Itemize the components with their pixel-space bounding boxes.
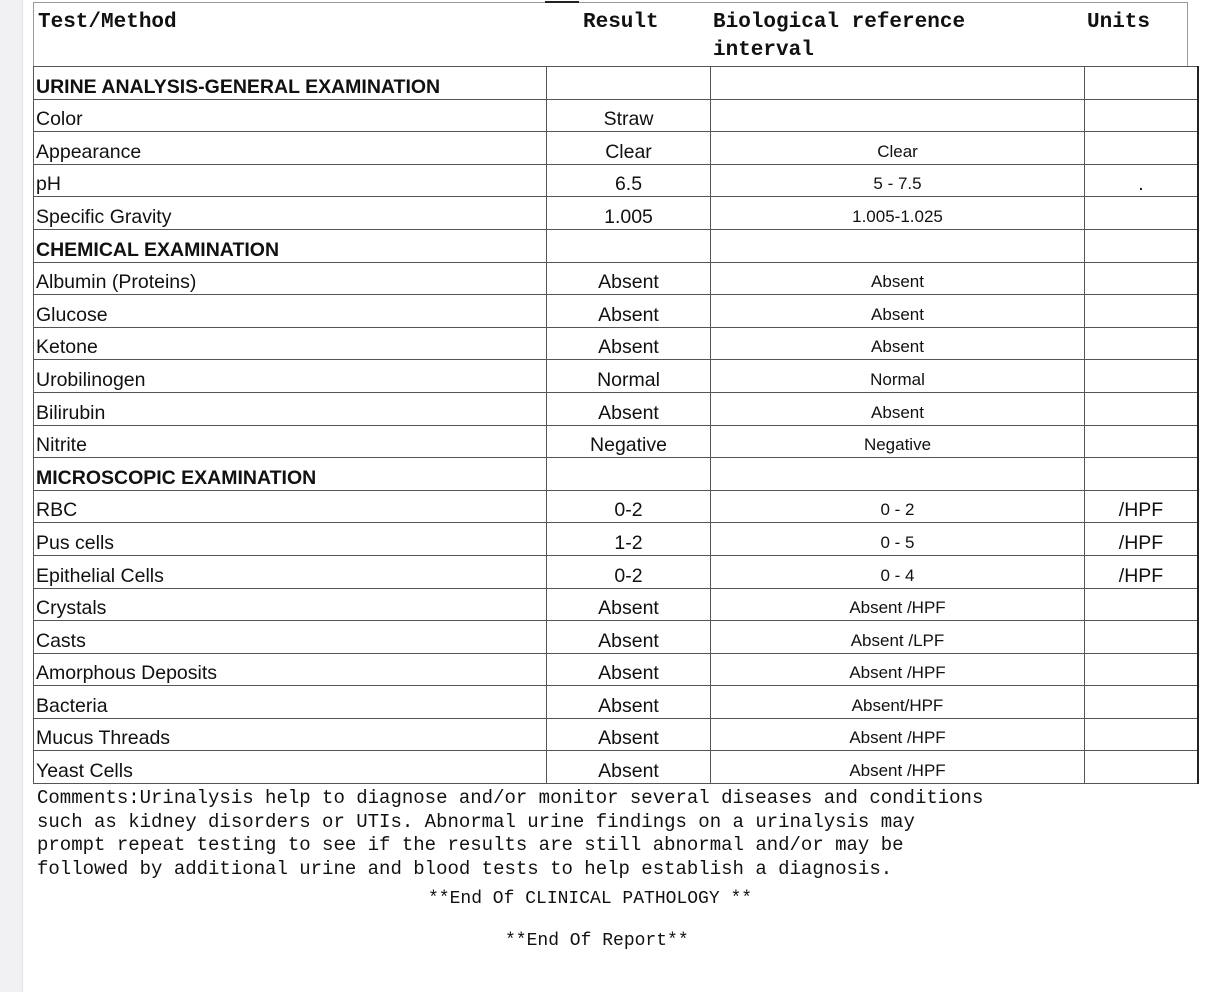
test-name: Amorphous Deposits xyxy=(34,653,547,686)
results-table xyxy=(33,66,1199,784)
result-value xyxy=(547,458,711,491)
test-name: Ketone xyxy=(34,327,547,360)
units-value xyxy=(1085,588,1199,621)
units-value: /HPF xyxy=(1085,555,1199,588)
result-value: Straw xyxy=(547,99,711,132)
reference-interval: Absent/HPF xyxy=(711,686,1085,719)
result-value xyxy=(547,229,711,262)
result-value: Absent xyxy=(547,621,711,654)
units-value xyxy=(1085,458,1199,491)
units-value xyxy=(1085,67,1199,100)
units-value: . xyxy=(1085,164,1199,197)
test-name: Appearance xyxy=(34,132,547,165)
result-value: Absent xyxy=(547,262,711,295)
result-value: Absent xyxy=(547,718,711,751)
header-result: Result xyxy=(583,11,659,34)
result-value: Absent xyxy=(547,588,711,621)
result-value: 0-2 xyxy=(547,490,711,523)
result-value: Absent xyxy=(547,327,711,360)
units-value xyxy=(1085,425,1199,458)
test-name: Epithelial Cells xyxy=(34,555,547,588)
reference-interval: 0 - 5 xyxy=(711,523,1085,556)
table-row xyxy=(34,686,1199,719)
units-value xyxy=(1085,229,1199,262)
test-name: Casts xyxy=(34,621,547,654)
result-value: Absent xyxy=(547,392,711,425)
test-name: Mucus Threads xyxy=(34,718,547,751)
page-margin xyxy=(0,0,23,992)
table-row xyxy=(34,653,1199,686)
reference-interval: 0 - 2 xyxy=(711,490,1085,523)
reference-interval: Absent /HPF xyxy=(711,751,1085,784)
test-name: Glucose xyxy=(34,295,547,328)
comments: Comments:Urinalysis help to diagnose and/or monitor several diseases and conditions such as kidney disorders or UTIs. Abnormal urine findings on a urinalysis may prompt repeat testing to see if the results are still abnormal and/or may be followed by additional urine and blood tests to help establish a diagnosis. xyxy=(37,787,984,880)
reference-interval: Absent xyxy=(711,392,1085,425)
result-value: Clear xyxy=(547,132,711,165)
header-units: Units xyxy=(1087,11,1151,34)
result-value: Absent xyxy=(547,686,711,719)
reference-interval: Negative xyxy=(711,425,1085,458)
table-row xyxy=(34,132,1199,165)
units-value xyxy=(1085,360,1199,393)
result-value: 6.5 xyxy=(547,164,711,197)
reference-interval: Clear xyxy=(711,132,1085,165)
units-value xyxy=(1085,327,1199,360)
test-name: Nitrite xyxy=(34,425,547,458)
header-divider-mark xyxy=(545,1,579,3)
reference-interval: 0 - 4 xyxy=(711,555,1085,588)
result-value: Negative xyxy=(547,425,711,458)
table-row xyxy=(34,718,1199,751)
result-value: Absent xyxy=(547,653,711,686)
test-name: Albumin (Proteins) xyxy=(34,262,547,295)
table-row xyxy=(34,164,1199,197)
table-row xyxy=(34,360,1199,393)
table-row xyxy=(34,490,1199,523)
reference-interval: Absent /HPF xyxy=(711,653,1085,686)
units-value xyxy=(1085,262,1199,295)
end-clinical-pathology: **End Of CLINICAL PATHOLOGY ** xyxy=(428,889,753,909)
test-name: Color xyxy=(34,99,547,132)
reference-interval: 1.005-1.025 xyxy=(711,197,1085,230)
units-value xyxy=(1085,653,1199,686)
reference-interval: Normal xyxy=(711,360,1085,393)
table-row xyxy=(34,751,1199,784)
test-name: Bacteria xyxy=(34,686,547,719)
units-value xyxy=(1085,621,1199,654)
result-value xyxy=(547,67,711,100)
table-row xyxy=(34,555,1199,588)
table-row xyxy=(34,99,1199,132)
result-value: 0-2 xyxy=(547,555,711,588)
units-value xyxy=(1085,686,1199,719)
units-value xyxy=(1085,99,1199,132)
test-name: URINE ANALYSIS-GENERAL EXAMINATION xyxy=(34,67,547,100)
section-row xyxy=(34,458,1199,491)
test-name: MICROSCOPIC EXAMINATION xyxy=(34,458,547,491)
units-value: /HPF xyxy=(1085,523,1199,556)
header-bio-ref: Biological reference interval xyxy=(713,11,966,62)
result-value: 1.005 xyxy=(547,197,711,230)
test-name: Crystals xyxy=(34,588,547,621)
section-row xyxy=(34,67,1199,100)
reference-interval: Absent /LPF xyxy=(711,621,1085,654)
table-row xyxy=(34,588,1199,621)
units-value: /HPF xyxy=(1085,490,1199,523)
reference-interval xyxy=(711,67,1085,100)
table-row xyxy=(34,295,1199,328)
reference-interval: Absent /HPF xyxy=(711,718,1085,751)
table-row xyxy=(34,523,1199,556)
test-name: Yeast Cells xyxy=(34,751,547,784)
test-name: pH xyxy=(34,164,547,197)
test-name: Urobilinogen xyxy=(34,360,547,393)
result-value: Absent xyxy=(547,751,711,784)
reference-interval xyxy=(711,99,1085,132)
end-of-report: **End Of Report** xyxy=(505,931,689,951)
units-value xyxy=(1085,132,1199,165)
test-name: Pus cells xyxy=(34,523,547,556)
table-row xyxy=(34,621,1199,654)
result-value: 1-2 xyxy=(547,523,711,556)
result-value: Normal xyxy=(547,360,711,393)
table-row xyxy=(34,392,1199,425)
header-test-method: Test/Method xyxy=(38,11,177,34)
table-row xyxy=(34,425,1199,458)
units-value xyxy=(1085,718,1199,751)
test-name: Bilirubin xyxy=(34,392,547,425)
units-value xyxy=(1085,392,1199,425)
table-row xyxy=(34,262,1199,295)
units-value xyxy=(1085,295,1199,328)
reference-interval: Absent /HPF xyxy=(711,588,1085,621)
units-value xyxy=(1085,751,1199,784)
reference-interval: Absent xyxy=(711,295,1085,328)
table-row xyxy=(34,327,1199,360)
test-name: CHEMICAL EXAMINATION xyxy=(34,229,547,262)
test-name: Specific Gravity xyxy=(34,197,547,230)
reference-interval: Absent xyxy=(711,327,1085,360)
result-value: Absent xyxy=(547,295,711,328)
reference-interval: Absent xyxy=(711,262,1085,295)
section-row xyxy=(34,229,1199,262)
table-row xyxy=(34,197,1199,230)
test-name: RBC xyxy=(34,490,547,523)
reference-interval: 5 - 7.5 xyxy=(711,164,1085,197)
units-value xyxy=(1085,197,1199,230)
table-header xyxy=(33,2,1188,67)
reference-interval xyxy=(711,458,1085,491)
reference-interval xyxy=(711,229,1085,262)
